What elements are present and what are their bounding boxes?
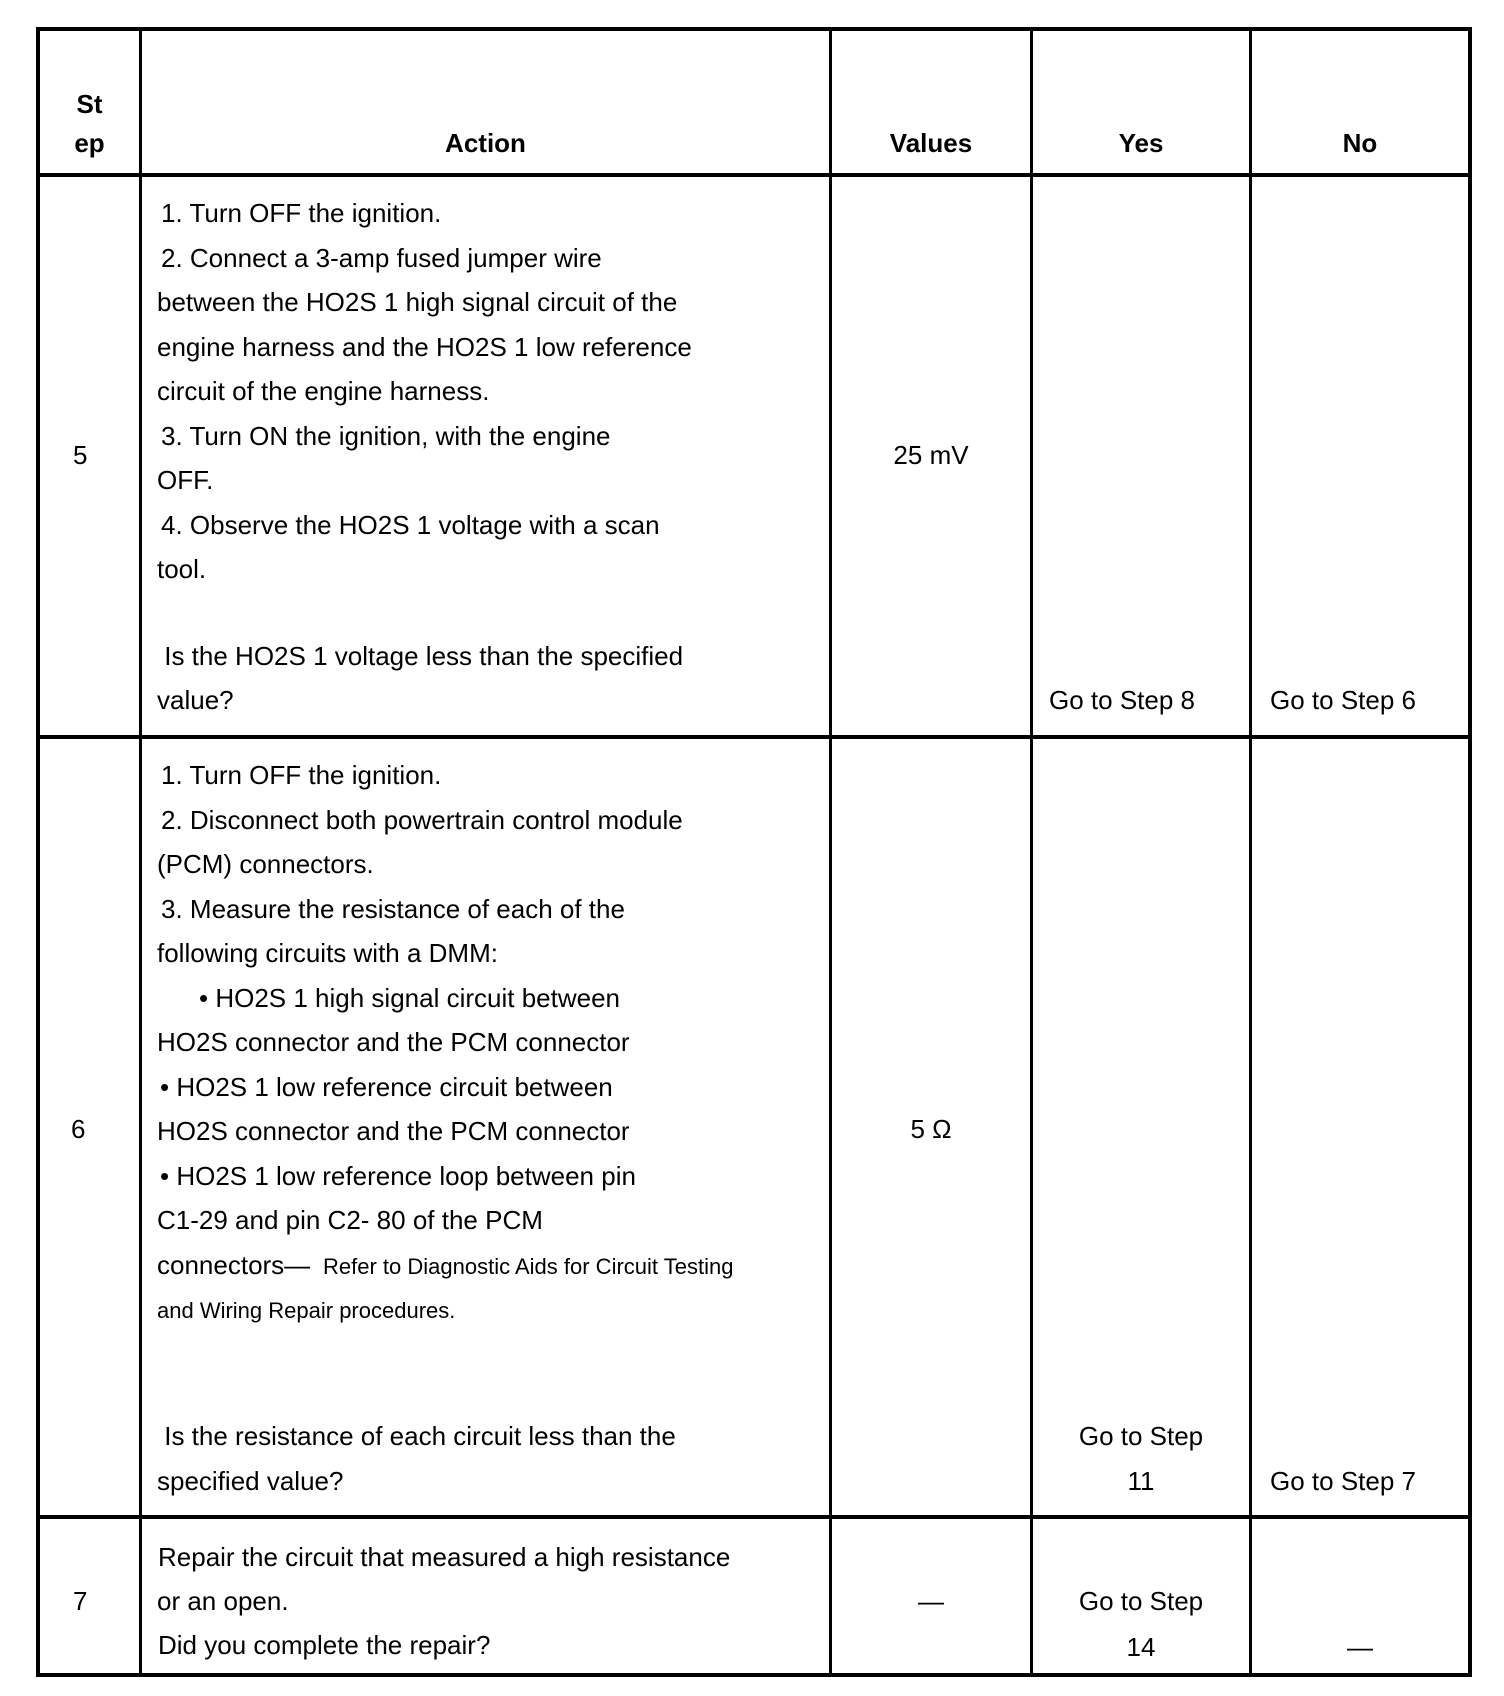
action-line: connectors—	[157, 1250, 311, 1280]
action-line: following circuits with a DMM:	[157, 938, 498, 968]
action-line: • HO2S 1 low reference circuit between	[160, 1072, 613, 1102]
header-no: No	[1342, 128, 1378, 158]
action-line: 1. Turn OFF the ignition.	[161, 198, 442, 228]
table-border-top	[36, 27, 1472, 31]
action-line: engine harness and the HO2S 1 low reference	[157, 332, 692, 362]
column-divider	[1249, 27, 1252, 1677]
action-line: (PCM) connectors.	[157, 849, 374, 879]
action-line: HO2S connector and the PCM connector	[157, 1116, 630, 1146]
yes-cell: Go to Step	[1078, 1421, 1204, 1451]
reference-note: Refer to Diagnostic Aids for Circuit Testing	[323, 1254, 734, 1279]
action-line: OFF.	[157, 465, 214, 495]
table-border-left	[36, 27, 40, 1677]
question-line: Is the HO2S 1 voltage less than the specified	[157, 641, 684, 671]
no-cell: Go to Step 6	[1270, 685, 1416, 715]
header-action: Action	[445, 128, 526, 158]
action-line: • HO2S 1 high signal circuit between	[199, 983, 620, 1013]
action-line: 1. Turn OFF the ignition.	[161, 760, 442, 790]
reference-note: and Wiring Repair procedures.	[157, 1298, 456, 1323]
action-line: Did you complete the repair?	[158, 1630, 491, 1660]
column-divider	[829, 27, 832, 1677]
column-divider	[139, 27, 142, 1677]
table-border-right	[1468, 27, 1472, 1677]
yes-cell: Go to Step 8	[1049, 685, 1195, 715]
action-line: 3. Measure the resistance of each of the	[161, 894, 625, 924]
header-values: Values	[889, 128, 973, 158]
action-line: 4. Observe the HO2S 1 voltage with a scan	[161, 510, 660, 540]
action-line: between the HO2S 1 high signal circuit of the	[157, 287, 678, 317]
yes-cell: Go to Step	[1078, 1586, 1204, 1616]
action-line: Repair the circuit that measured a high resistance	[158, 1542, 731, 1572]
value-cell: —	[918, 1586, 944, 1616]
header-step-line1: St	[76, 89, 103, 119]
action-line: circuit of the engine harness.	[157, 376, 490, 406]
yes-cell: 11	[1127, 1466, 1155, 1496]
step-number: 5	[73, 440, 88, 470]
row-divider	[36, 735, 1472, 739]
question-line: specified value?	[157, 1466, 344, 1496]
header-step-line2: ep	[74, 128, 105, 158]
value-cell: 25 mV	[893, 440, 969, 470]
action-line: 2. Disconnect both powertrain control module	[161, 805, 683, 835]
question-line: value?	[157, 685, 234, 715]
action-line: 2. Connect a 3-amp fused jumper wire	[161, 243, 602, 273]
question-line: Is the resistance of each circuit less than the	[157, 1421, 676, 1451]
value-cell: 5 Ω	[910, 1114, 952, 1144]
action-line: • HO2S 1 low reference loop between pin	[160, 1161, 636, 1191]
table-border-bottom	[36, 1673, 1472, 1677]
row-divider	[36, 173, 1472, 177]
action-line: C1-29 and pin C2- 80 of the PCM	[157, 1205, 543, 1235]
yes-cell: 14	[1126, 1632, 1156, 1662]
step-number: 7	[73, 1586, 88, 1616]
action-line: 3. Turn ON the ignition, with the engine	[161, 421, 611, 451]
action-line: or an open.	[157, 1586, 289, 1616]
no-cell: Go to Step 7	[1270, 1466, 1416, 1496]
no-cell: —	[1347, 1632, 1373, 1662]
step-number: 6	[71, 1114, 86, 1144]
header-yes: Yes	[1118, 128, 1164, 158]
row-divider	[36, 1515, 1472, 1519]
action-line: tool.	[157, 554, 207, 584]
action-line: HO2S connector and the PCM connector	[157, 1027, 630, 1057]
